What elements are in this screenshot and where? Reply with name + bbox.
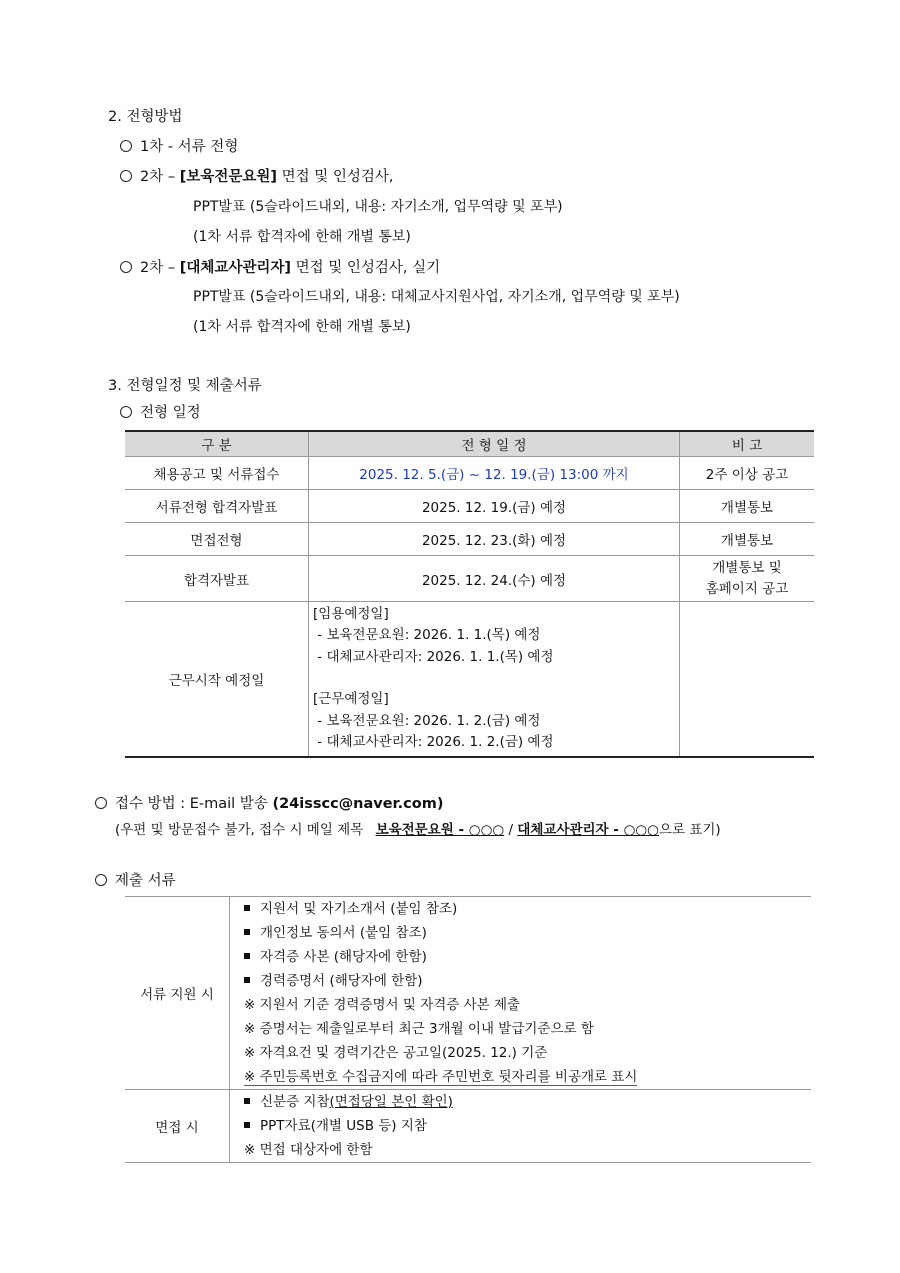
docs-title: 제출 서류	[95, 869, 176, 890]
round2-sub-line: 2차 – [대체교사관리자] 면접 및 인성검사, 실기	[120, 256, 440, 277]
note-item: ※ 면접 대상자에 한함	[244, 1142, 373, 1158]
circle-bullet-icon	[120, 406, 132, 418]
round2-care-line: 2차 – [보육전문요원] 면접 및 인성검사,	[120, 165, 394, 186]
subject-sub: 대체교사관리자 - ○○○	[517, 822, 659, 838]
schedule-subtitle: 전형 일정	[120, 401, 201, 422]
table-row-start-date: 근무시작 예정일 [임용예정일] - 보육전문요원: 2026. 1. 1.(목) 예정 - 대체교사관리자: 2026. 1. 1.(목) 예정 [근무예정일] - 보육전문요원: 2026. 1. 2.(금) 예정 - 대체교사관리자: 2026. 1. 2.(금) 예정	[125, 602, 814, 757]
section2-title: 2. 전형방법	[108, 109, 183, 125]
square-bullet-icon	[244, 977, 250, 983]
round1-line: 1차 - 서류 전형	[120, 135, 238, 156]
header-category: 구 분	[125, 431, 309, 457]
table-row: 합격자발표 2025. 12. 24.(수) 예정 개별통보 및 홈페이지 공고	[125, 556, 814, 602]
apply-method-line: 접수 방법 : E-mail 발송 (24isscc@naver.com)	[95, 792, 443, 813]
schedule-table	[125, 430, 814, 758]
note-item-red: ※ 주민등록번호 수집금지에 따라 주민번호 뒷자리를 비공개로 표시	[244, 1069, 638, 1085]
circle-bullet-icon	[120, 170, 132, 182]
note-item: ※ 증명서는 제출일로부터 최근 3개월 이내 발급기준으로 함	[244, 1021, 594, 1037]
list-item: 지원서 및 자기소개서 (붙임 참조)	[230, 897, 811, 921]
subject-care: 보육전문요원 - ○○○	[375, 822, 505, 838]
table-header-row	[125, 431, 814, 457]
circle-bullet-icon	[95, 797, 107, 809]
list-item: 개인정보 동의서 (붙임 참조)	[230, 921, 811, 945]
table-row: 서류전형 합격자발표 2025. 12. 19.(금) 예정 개별통보	[125, 490, 814, 523]
list-item: 자격증 사본 (해당자에 한함)	[230, 945, 811, 969]
square-bullet-icon	[244, 905, 250, 911]
list-item: PPT자료(개별 USB 등) 지참	[230, 1114, 811, 1138]
circle-bullet-icon	[120, 261, 132, 273]
round2-care-notice: (1차 서류 합격자에 한해 개별 통보)	[193, 229, 411, 245]
note-item: ※ 자격요건 및 경력기간은 공고일(2025. 12.) 기준	[244, 1045, 548, 1061]
list-item: 신분증 지참(면접당일 본인 확인)	[230, 1090, 811, 1114]
apply-subject-line: (우편 및 방문접수 불가, 접수 시 메일 제목 보육전문요원 - ○○○ / 대체교사관리자 - ○○○으로 표기)	[115, 822, 721, 838]
circle-bullet-icon	[120, 140, 132, 152]
table-row: 서류 지원 시 지원서 및 자기소개서 (붙임 참조) 개인정보 동의서 (붙임 참조) 자격증 사본 (해당자에 한함) 경력증명서 (해당자에 한함) ※ 지원서 기준 경력증명서 및 자격증 사본 제출 ※ 증명서는 제출일로부터 최근 3개월 이내 발급기준으로 함 ※ 자격요건 및 경력기간은 공고일(2025. 12.) 기준 ※ 주민등록번호 수집금지에 따라 주민번호 뒷자리를 비공개로 표시	[125, 897, 811, 1090]
square-bullet-icon	[244, 1122, 250, 1128]
square-bullet-icon	[244, 953, 250, 959]
docs-table	[125, 896, 811, 1163]
circle-bullet-icon	[95, 874, 107, 886]
header-schedule: 전 형 일 정	[309, 431, 680, 457]
header-note: 비 고	[680, 431, 815, 457]
note-item: ※ 지원서 기준 경력증명서 및 자격증 사본 제출	[244, 997, 521, 1013]
list-item: 경력증명서 (해당자에 한함)	[230, 969, 811, 993]
section3-title: 3. 전형일정 및 제출서류	[108, 378, 262, 394]
table-row: 면접 시 신분증 지참(면접당일 본인 확인) PPT자료(개별 USB 등) 지참 ※ 면접 대상자에 한함	[125, 1090, 811, 1163]
square-bullet-icon	[244, 1098, 250, 1104]
table-row: 채용공고 및 서류접수 2025. 12. 5.(금) ~ 12. 19.(금) 13:00 까지 2주 이상 공고	[125, 457, 814, 490]
round2-sub-notice: (1차 서류 합격자에 한해 개별 통보)	[193, 319, 411, 335]
round2-sub-ppt: PPT발표 (5슬라이드내외, 내용: 대체교사지원사업, 자기소개, 업무역량 및 포부)	[193, 289, 680, 305]
square-bullet-icon	[244, 929, 250, 935]
round2-care-ppt: PPT발표 (5슬라이드내외, 내용: 자기소개, 업무역량 및 포부)	[193, 199, 563, 215]
apply-email: (24isscc@naver.com)	[272, 796, 444, 812]
table-row: 면접전형 2025. 12. 23.(화) 예정 개별통보	[125, 523, 814, 556]
